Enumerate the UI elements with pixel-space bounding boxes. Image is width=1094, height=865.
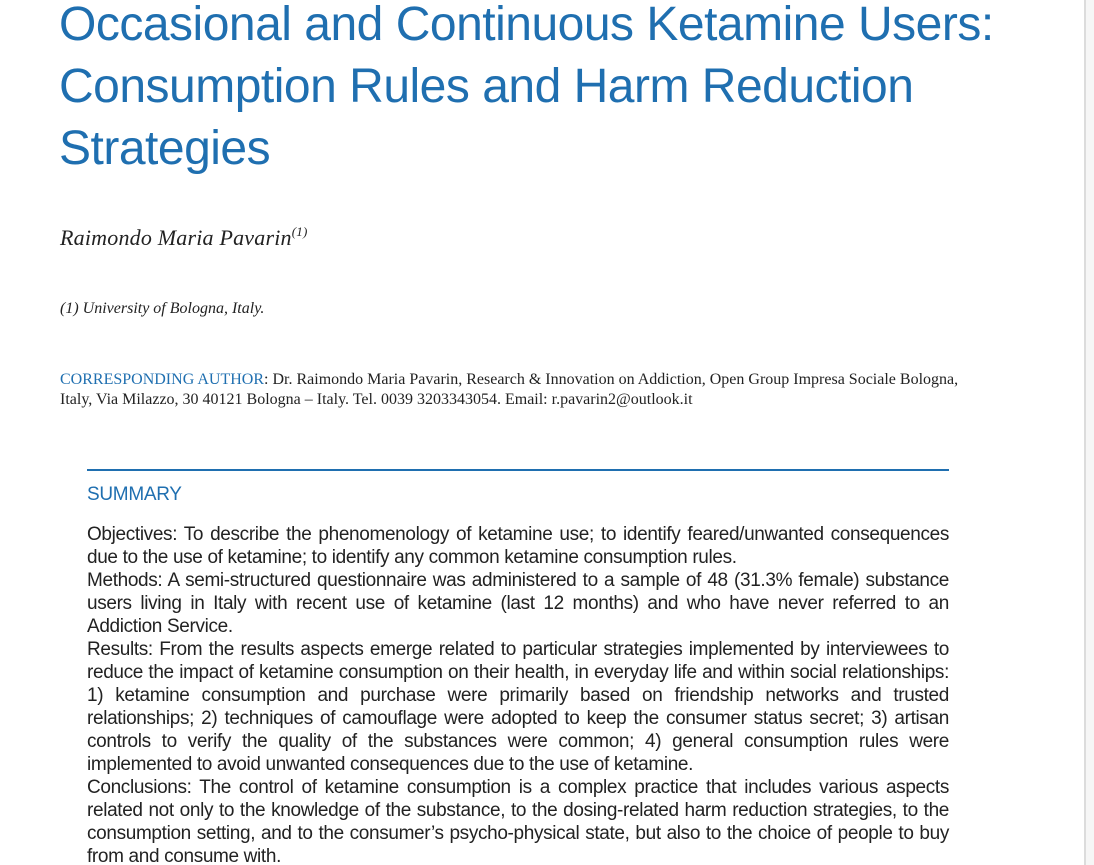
- summary-heading: SUMMARY: [87, 484, 182, 505]
- author-line: [60, 224, 307, 251]
- author-name: Raimondo Maria Pavarin: [60, 225, 292, 250]
- summary-conclusions: Conclusions: The control of ketamine consumption is a complex practice that includes various aspects related not only to the knowledge of the substance, to the dosing-related harm reduction strategies, to the consumption setting, and to the consumer’s psycho-physical state, but also to the choice of people to buy from and consume with.: [87, 777, 949, 865]
- summary-objectives: Objectives: To describe the phenomenology of ketamine use; to identify feared/unwanted consequences due to the use of ketamine; to identify any common ketamine consumption rules.: [87, 524, 949, 568]
- article-title: Occasional and Continuous Ketamine Users: Consumption Rules and Harm Reduction Strategies: [59, 0, 994, 175]
- corresponding-author-label: CORRESPONDING AUTHOR: [60, 371, 265, 388]
- summary-divider: [87, 469, 949, 471]
- summary-methods: Methods: A semi-structured questionnaire was administered to a sample of 48 (31.3% female) substance users living in Italy with recent use of ketamine (last 12 months) and who have never referred to an Addiction Service.: [87, 570, 949, 637]
- author-affiliation: (1) University of Bologna, Italy.: [60, 300, 265, 317]
- summary-body: [87, 523, 949, 865]
- page-margin: [1086, 0, 1094, 865]
- corresponding-author-details: : Dr. Raimondo Maria Pavarin, Research & Innovation on Addiction, Open Group Impresa Sociale Bologna, Italy, Via Milazzo, 30 40121 Bologna – Italy. Tel. 0039 3203343054. Email: r.pavarin2@outlook.it: [60, 371, 959, 408]
- author-affiliation-marker: (1): [291, 224, 308, 239]
- corresponding-author: [60, 370, 990, 410]
- summary-results: Results: From the results aspects emerge related to particular strategies implemented by interviewees to reduce the impact of ketamine consumption on their health, in everyday life and within social relationships: 1) ketamine consumption and purchase were primarily based on friendship networks and trusted relationships; 2) techniques of camouflage were adopted to keep the consumer status secret; 3) artisan controls to verify the quality of the substances were common; 4) general consumption rules were implemented to avoid unwanted consequences due to the use of ketamine.: [87, 639, 949, 775]
